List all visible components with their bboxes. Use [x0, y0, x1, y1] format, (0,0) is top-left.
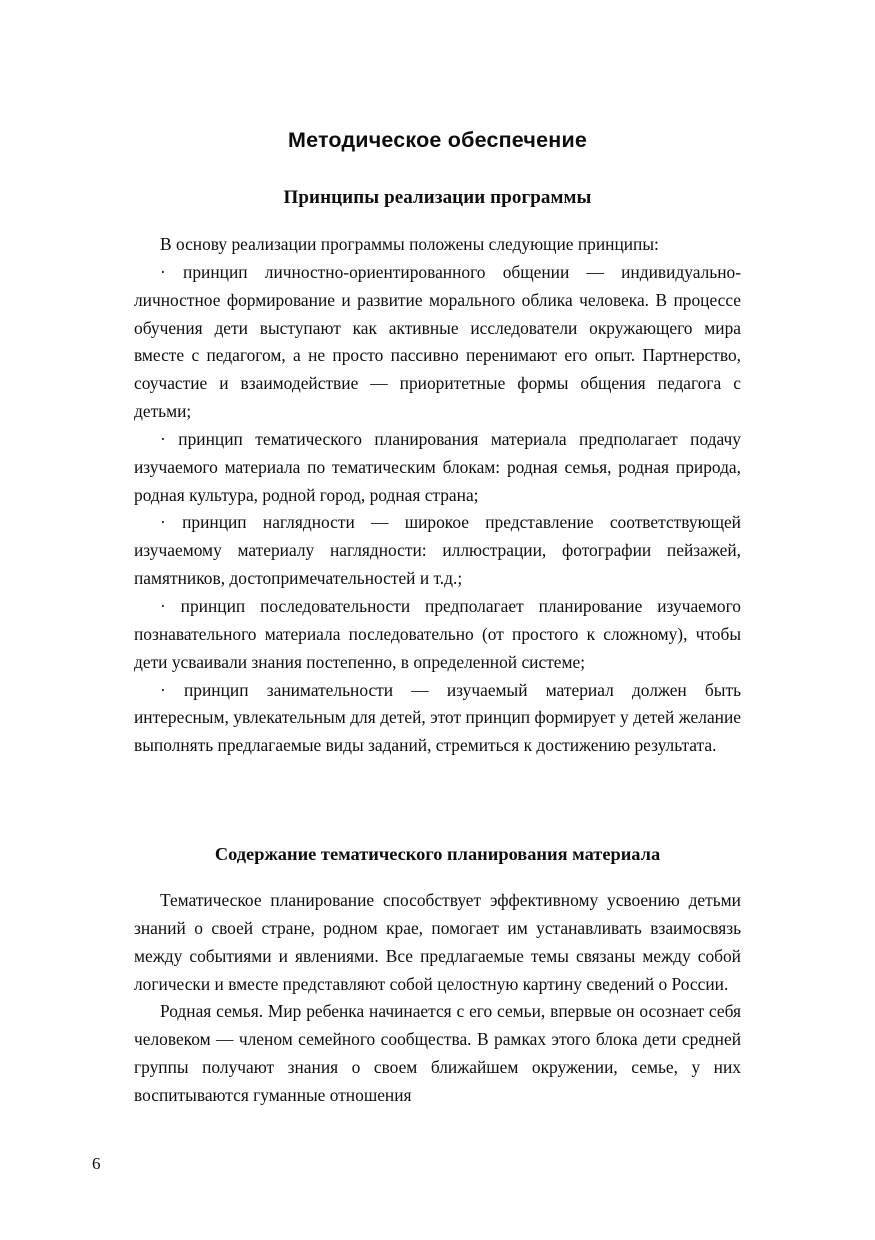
content-paragraph-2: Родная семья. Мир ребенка начинается с его семьи, впервые он осознает себя человеком — членом семейного сообщества. В рамках этого блока дети средней группы получают знания о своем ближайшем окружении, семье, у них воспитываются гуманные отношения [134, 1001, 741, 1105]
section-heading-principles: Принципы реализации программы [283, 187, 592, 208]
bullet-symbol: · [160, 261, 166, 282]
content-paragraph-1: Тематическое планирование способствует эффективному усвоению детьми знаний о своей стране, родном крае, помогает им устанавливать взаимосвязь между событиями и явлениями. Все предлагаемые темы связаны между собой логически и вместе представляют собой целостную картину сведений о России. [134, 890, 741, 994]
section-gap [134, 760, 741, 844]
page-number: 6 [92, 1154, 101, 1173]
bullet-symbol: · [160, 679, 166, 700]
intro-paragraph: В основу реализации программы положены следующие принципы: [160, 234, 659, 254]
bullet-item-4-text: принцип последовательности предполагает планирование изучаемого познавательного материала последовательно (от простого к сложному), чтобы дети усваивали знания постепенно, в определенной системе; [134, 595, 741, 672]
bullet-symbol: · [160, 512, 166, 533]
bullet-symbol: · [160, 595, 166, 616]
bullet-item-1 [134, 259, 741, 426]
bullet-symbol: · [160, 428, 166, 449]
bullet-item-3-text: принцип наглядности — широкое представление соответствующей изучаемому материалу наглядности: иллюстрации, фотографии пейзажей, памятников, достопримечательностей и т.д.; [134, 512, 741, 589]
bullet-item-5-text: принцип занимательности — изучаемый материал должен быть интересным, увлекательным для детей, этот принцип формирует у детей желание выполнять предлагаемые виды заданий, стремиться к достижению результата. [134, 679, 741, 756]
bullet-item-3 [134, 509, 741, 593]
bullet-item-4 [134, 593, 741, 677]
bullet-item-2-text: принцип тематического планирования материала предполагает подачу изучаемого материала по тематическим блокам: родная семья, родная природа, родная культура, родной город, родная страна; [134, 428, 741, 505]
bullet-item-5 [134, 677, 741, 761]
bullet-item-1-text: принцип личностно-ориентированного общении — индивидуально-личностное формирование и развитие морального облика человека. В процессе обучения дети выступают как активные исследователи окружающего мира вместе с педагогом, а не просто пассивно перенимают его опыт. Партнерство, соучастие и взаимодействие — приоритетные формы общения педагога с детьми; [134, 261, 741, 422]
page-title: Методическое обеспечение [287, 128, 588, 152]
bullet-item-2 [134, 426, 741, 510]
section-heading-content: Содержание тематического планирования материала [214, 844, 661, 865]
